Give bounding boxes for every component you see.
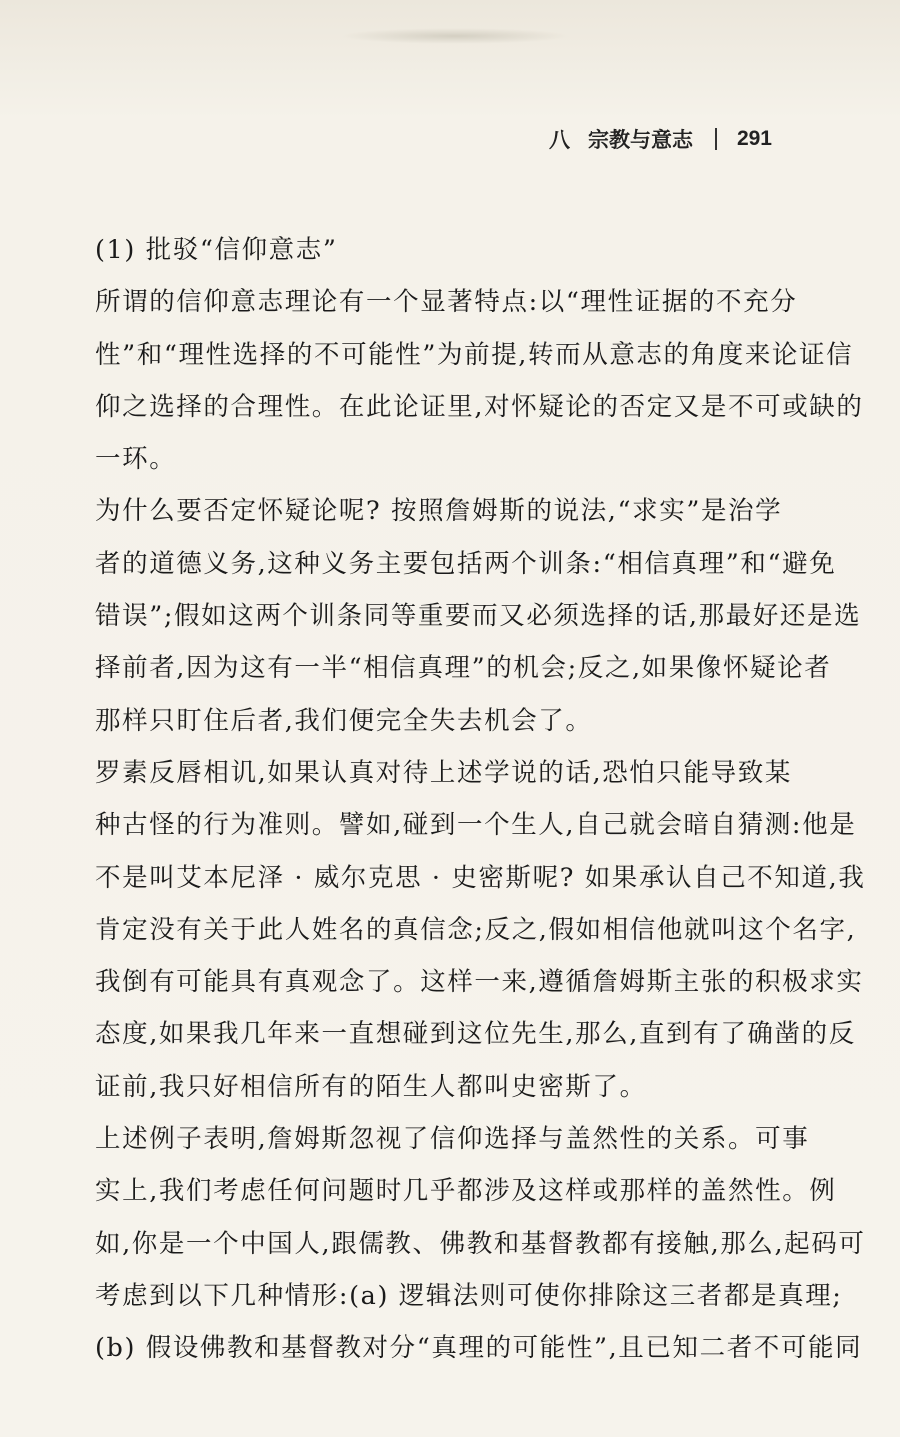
page-number: 291 (736, 127, 772, 150)
text-line: 罗素反唇相讥,如果认真对待上述学说的话,恐怕只能导致某 (95, 757, 792, 788)
text-line: 一环。 (95, 444, 177, 475)
header-divider (715, 128, 717, 150)
chapter-title: 宗教与意志 (587, 128, 693, 152)
text-line: 性”和“理性选择的不可能性”为前提,转而从意志的角度来论证信 (95, 339, 854, 370)
text-line: (b) 假设佛教和基督教对分“真理的可能性”,且已知二者不可能同 (95, 1333, 863, 1364)
text-line: 如,你是一个中国人,跟儒教、佛教和基督教都有接触,那么,起码可 (95, 1228, 866, 1259)
text-line: 上述例子表明,詹姆斯忽视了信仰选择与盖然性的关系。可事 (95, 1124, 810, 1155)
text-line: 考虑到以下几种情形:(a) 逻辑法则可使你排除这三者都是真理; (95, 1280, 843, 1311)
text-line: 为什么要否定怀疑论呢? 按照詹姆斯的说法,“求实”是治学 (95, 496, 783, 527)
text-line: 证前,我只好相信所有的陌生人都叫史密斯了。 (95, 1071, 647, 1102)
text-line: 仰之选择的合理性。在此论证里,对怀疑论的否定又是不可或缺的 (95, 391, 864, 422)
chapter-number: 八 (548, 128, 570, 152)
running-header (549, 124, 772, 154)
text-line: 错误”;假如这两个训条同等重要而又必须选择的话,那最好还是选 (95, 601, 862, 632)
text-line: 实上,我们考虑任何问题时几乎都涉及这样或那样的盖然性。例 (95, 1176, 837, 1207)
section-heading: (1) 批驳“信仰意志” (95, 235, 338, 265)
scan-smudge (340, 28, 570, 44)
text-line: 那样只盯住后者,我们便完全失去机会了。 (95, 705, 593, 736)
text-line: 态度,如果我几年来一直想碰到这位先生,那么,直到有了确凿的反 (95, 1019, 856, 1050)
text-line: 种古怪的行为准则。譬如,碰到一个生人,自己就会暗自猜测:他是 (95, 810, 857, 841)
text-line: 我倒有可能具有真观念了。这样一来,遵循詹姆斯主张的积极求实 (95, 967, 864, 998)
text-line: 肯定没有关于此人姓名的真信念;反之,假如相信他就叫这个名字, (95, 914, 857, 945)
text-line: 择前者,因为这有一半“相信真理”的机会;反之,如果像怀疑论者 (95, 653, 832, 684)
text-line: 者的道德义务,这种义务主要包括两个训条:“相信真理”和“避免 (95, 548, 837, 579)
body-text (95, 224, 866, 1375)
text-line: 不是叫艾本尼泽 · 威尔克思 · 史密斯呢? 如果承认自己不知道,我 (95, 862, 866, 893)
text-line: 所谓的信仰意志理论有一个显著特点:以“理性证据的不充分 (95, 287, 798, 318)
